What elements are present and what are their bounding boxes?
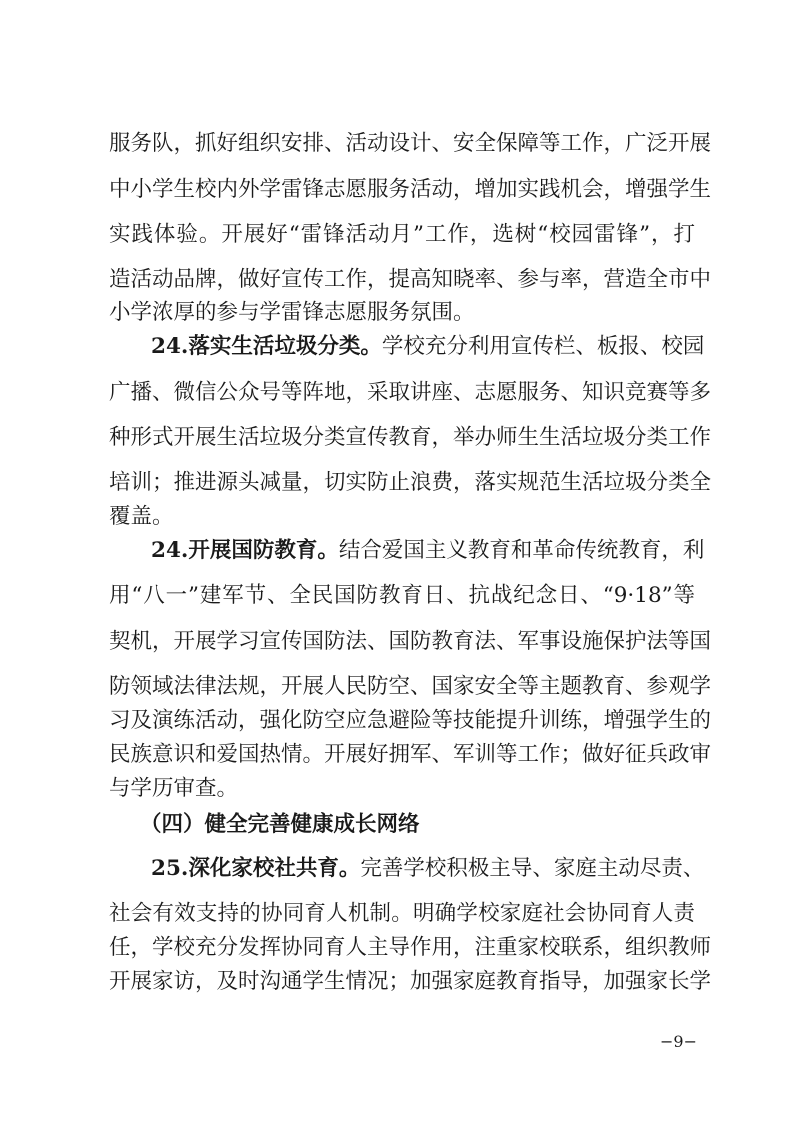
paragraph-first-line (151, 332, 705, 362)
paragraph-line: 开展家访，及时沟通学生情况；加强家庭教育指导，加强家长学 (109, 969, 712, 994)
paragraph-first-line (151, 854, 705, 884)
paragraph-line: 中小学生校内外学雷锋志愿服务活动，增加实践机会，增强学生 (109, 177, 712, 202)
paragraph-text: 完善学校积极主导、家庭主动尽责、 (360, 856, 705, 881)
paragraph-line: 服务队，抓好组织安排、活动设计、安全保障等工作，广泛开展 (109, 131, 712, 156)
paragraph-line: 任，学校充分发挥协同育人主导作用，注重家校联系，组织教师 (109, 935, 712, 960)
section-heading: （四）健全完善健康成长网络 (140, 812, 420, 837)
paragraph-line: 与学历审查。 (109, 776, 239, 801)
item-heading: 24.开展国防教育。 (151, 538, 339, 563)
paragraph-line: 培训；推进源头减量，切实防止浪费，落实规范生活垃圾分类全 (109, 470, 712, 495)
paragraph-line: 习及演练活动，强化防空应急避险等技能提升训练，增强学生的 (109, 708, 712, 733)
paragraph-line: 契机，开展学习宣传国防法、国防教育法、军事设施保护法等国 (109, 629, 712, 654)
paragraph-line: 民族意识和爱国热情。开展好拥军、军训等工作；做好征兵政审 (109, 742, 712, 767)
paragraph-line: 防领域法律法规，开展人民防空、国家安全等主题教育、参观学 (109, 674, 712, 699)
paragraph-first-line (151, 536, 705, 566)
paragraph-text: 结合爱国主义教育和革命传统教育，利 (338, 538, 705, 563)
item-heading: 25.深化家校社共育。 (151, 856, 361, 881)
paragraph-line: 实践体验。开展好“雷锋活动月”工作，选树“校园雷锋”，打 (109, 222, 695, 247)
paragraph-line: 社会有效支持的协同育人机制。明确学校家庭社会协同育人责 (109, 901, 695, 926)
page-number: −9− (660, 1032, 697, 1051)
item-heading: 24.落实生活垃圾分类。 (151, 334, 382, 359)
paragraph-line: 用“八一”建军节、全民国防教育日、抗战纪念日、“9·18”等 (109, 583, 695, 608)
paragraph-line: 覆盖。 (109, 504, 174, 529)
paragraph-line: 广播、微信公众号等阵地，采取讲座、志愿服务、知识竞赛等多 (109, 380, 712, 405)
paragraph-line: 造活动品牌，做好宣传工作，提高知晓率、参与率，营造全市中 (109, 267, 712, 292)
paragraph-line: 种形式开展生活垃圾分类宣传教育，举办师生生活垃圾分类工作 (109, 425, 712, 450)
paragraph-text: 学校充分利用宣传栏、板报、校园 (381, 334, 705, 359)
paragraph-line: 小学浓厚的参与学雷锋志愿服务氛围。 (109, 300, 475, 325)
